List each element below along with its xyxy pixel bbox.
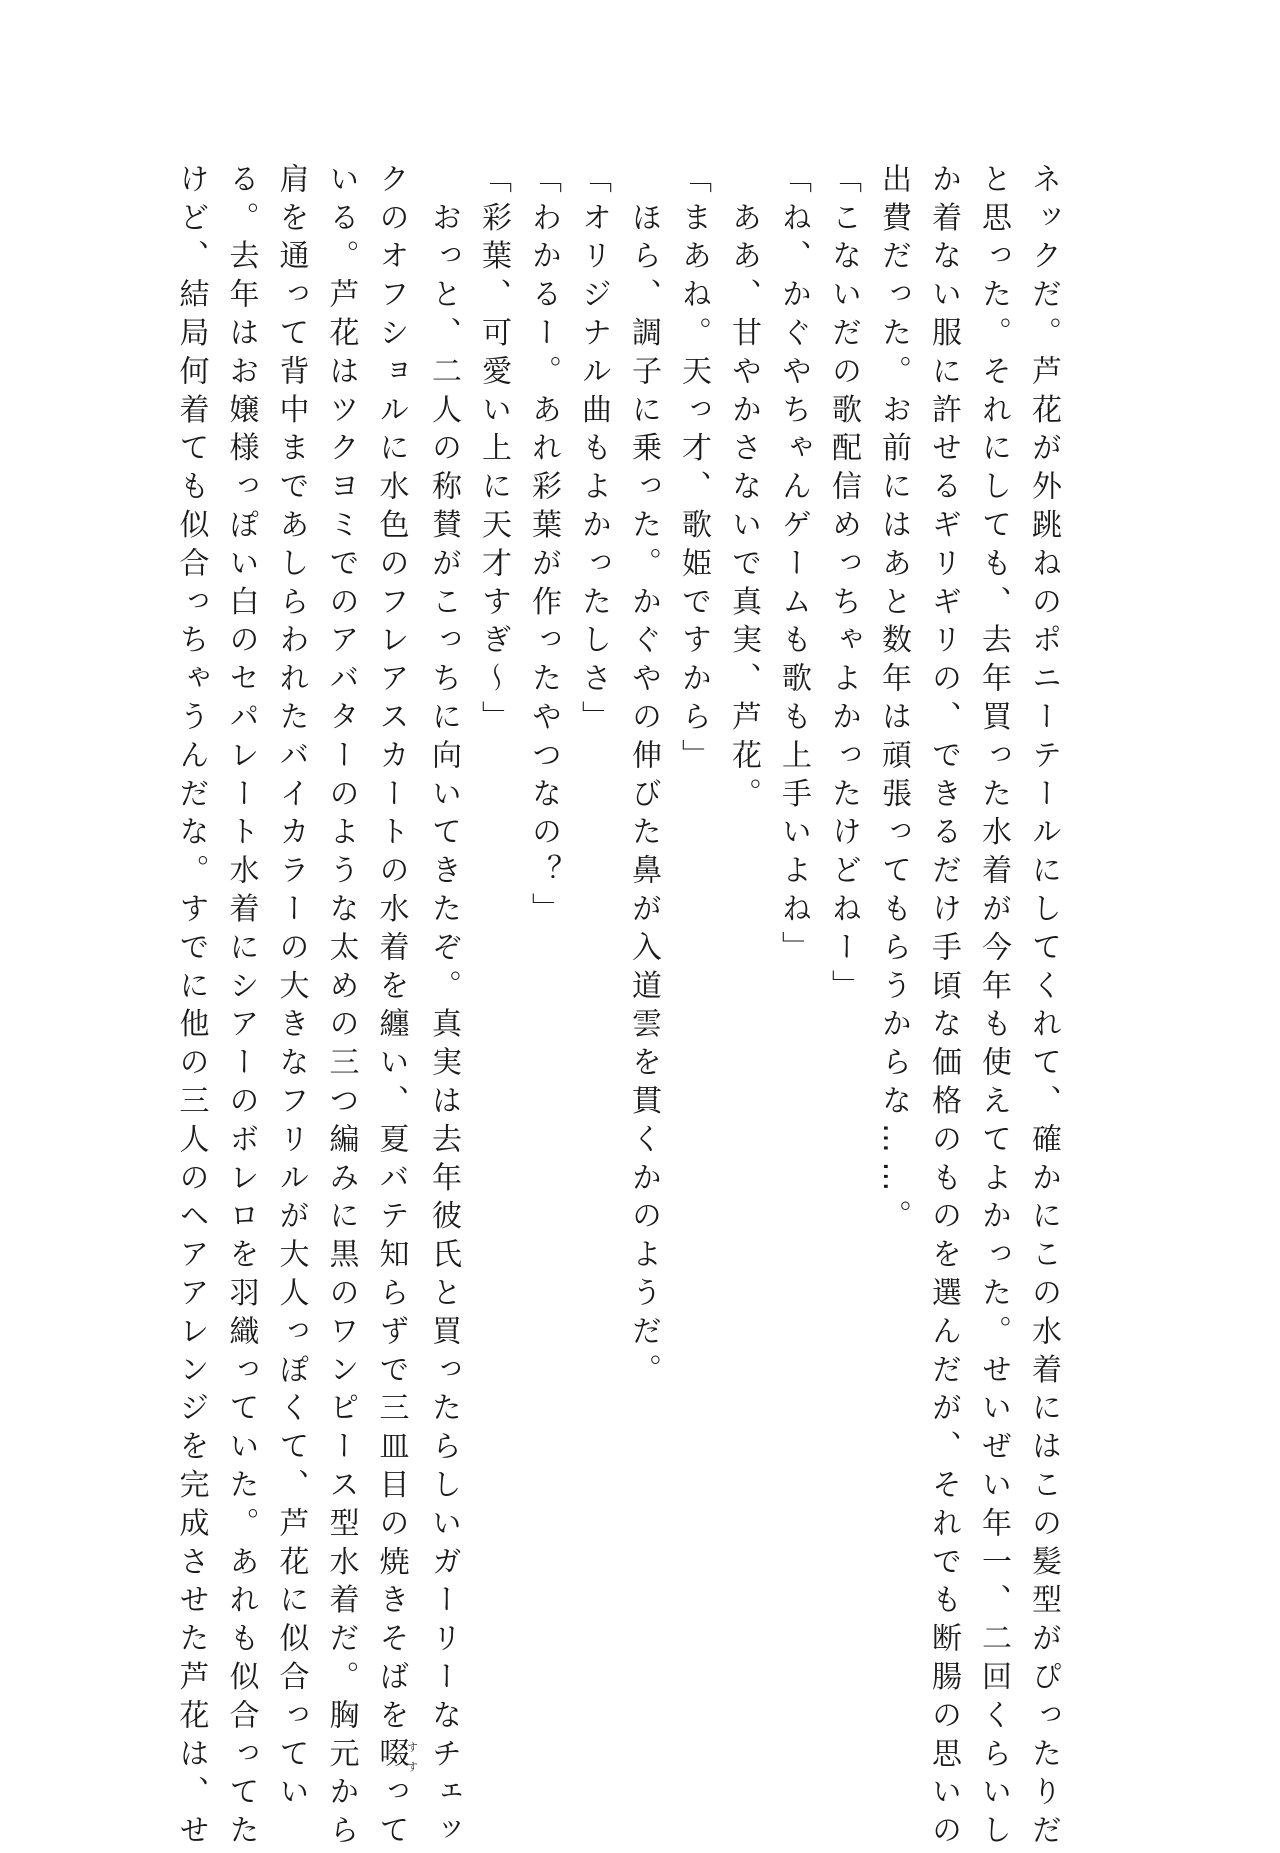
- text-column: と思った。それにしても、去年買った水着が今年も使えてよかった。せいぜい年一、二回くらいし: [976, 163, 1011, 1853]
- text-column: 出費だった。お前にはあと数年は頑張ってもらうからな……。: [876, 163, 911, 1239]
- text-segment: クのオフショルに水色のフレアスカートの水着を纏い、夏バテ知らずで三皿目の焼きそばを: [373, 163, 409, 1738]
- text-column: か着ない服に許せるギリギリの、できるだけ手頃な価格のものを選んだが、それでも断腸の思いの: [926, 163, 961, 1853]
- text-column: ネックだ。芦花が外跳ねのポニーテールにしてくれて、確かにこの水着にはこの髪型がぴったりだ: [1026, 163, 1061, 1853]
- text-column: 「彩葉、可愛い上に天才すぎ～」: [476, 163, 511, 739]
- text-column: いる。芦花はツクヨミでのアバターのような太めの三つ編みに黒のワンピース型水着だ。胸元から: [323, 163, 359, 1853]
- text-column: 「ね、かぐやちゃんゲームも歌も上手いよね」: [776, 163, 811, 970]
- ruby-annotation: [373, 1737, 419, 1776]
- vertical-text-body: [166, 163, 1069, 1853]
- text-column: 「わかるー。あれ彩葉が作ったやつなの？」: [526, 163, 561, 931]
- text-column: 「こないだの歌配信めっちゃよかったけどねー」: [826, 163, 861, 1008]
- text-column: る。去年はお嬢様っぽい白のセパレート水着にシアーのボレロを羽織っていた。あれも似合ってた: [223, 163, 259, 1853]
- text-column: ほら、調子に乗った。かぐやの伸びた鼻が入道雲を貫くかのようだ。: [626, 163, 661, 1392]
- text-column: おっと、二人の称賛がこっちに向いてきたぞ。真実は去年彼氏と買ったらしいガーリーなチェッ: [426, 163, 461, 1853]
- text-column: 肩を通って背中まであしらわれたバイカラーの大きなフリルが大人っぽくて、芦花に似合ってい: [273, 163, 309, 1815]
- text-column-with-ruby: [366, 163, 419, 1853]
- text-segment: って: [373, 1775, 409, 1853]
- text-column: けど、結局何着ても似合っちゃうんだな。すでに他の三人のヘアアレンジを完成させた芦花は、せ: [173, 163, 209, 1853]
- ruby-reading: すす: [405, 1737, 419, 1776]
- text-column: ああ、甘やかさないで真実、芦花。: [726, 163, 761, 816]
- ruby-base: 啜: [373, 1737, 409, 1776]
- text-column: 「オリジナル曲もよかったしさ」: [576, 163, 611, 739]
- text-column: 「まあね。天っ才、歌姫ですから」: [676, 163, 711, 778]
